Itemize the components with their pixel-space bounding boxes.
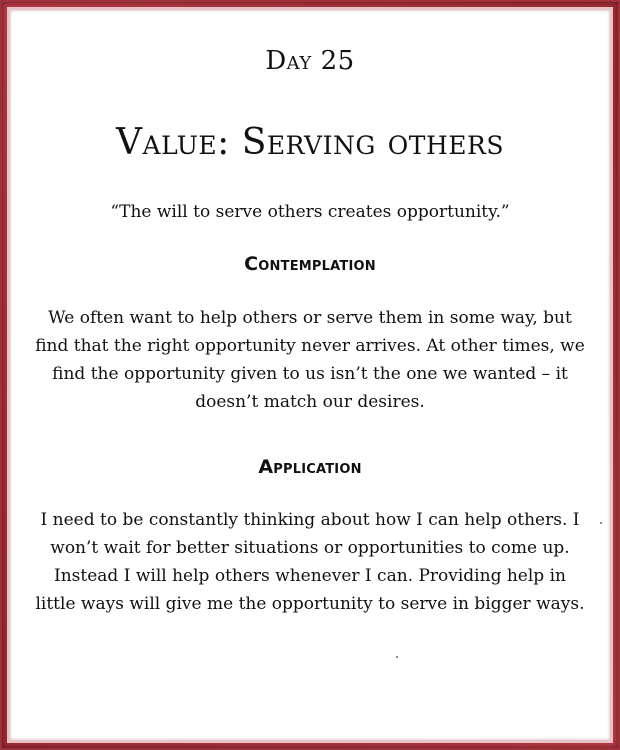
application-line: won’t wait for better situations or opportunities to come up.	[50, 538, 570, 558]
contemplation-line: We often want to help others or serve them in some way, but	[48, 308, 572, 328]
contemplation-paragraph	[26, 304, 594, 416]
day-label: Day 25	[265, 46, 355, 76]
application-line: Instead I will help others whenever I can. Providing help in	[54, 566, 566, 586]
page	[10, 10, 610, 740]
paper-speck	[396, 656, 398, 658]
contemplation-line: find the opportunity given to us isn’t the one we wanted – it	[52, 364, 568, 384]
application-line: I need to be constantly thinking about how I can help others. I	[40, 510, 580, 530]
contemplation-line: doesn’t match our desires.	[195, 392, 425, 412]
contemplation-line: find that the right opportunity never arrives. At other times, we	[35, 336, 585, 356]
paper-speck	[600, 522, 602, 524]
application-line: little ways will give me the opportunity to serve in bigger ways.	[35, 594, 585, 614]
page-title: Value: Serving others	[116, 122, 504, 163]
contemplation-heading: Contemplation	[244, 253, 376, 275]
application-paragraph	[26, 506, 594, 618]
application-heading: Application	[258, 456, 362, 478]
quote: “The will to serve others creates opportunity.”	[110, 202, 510, 222]
